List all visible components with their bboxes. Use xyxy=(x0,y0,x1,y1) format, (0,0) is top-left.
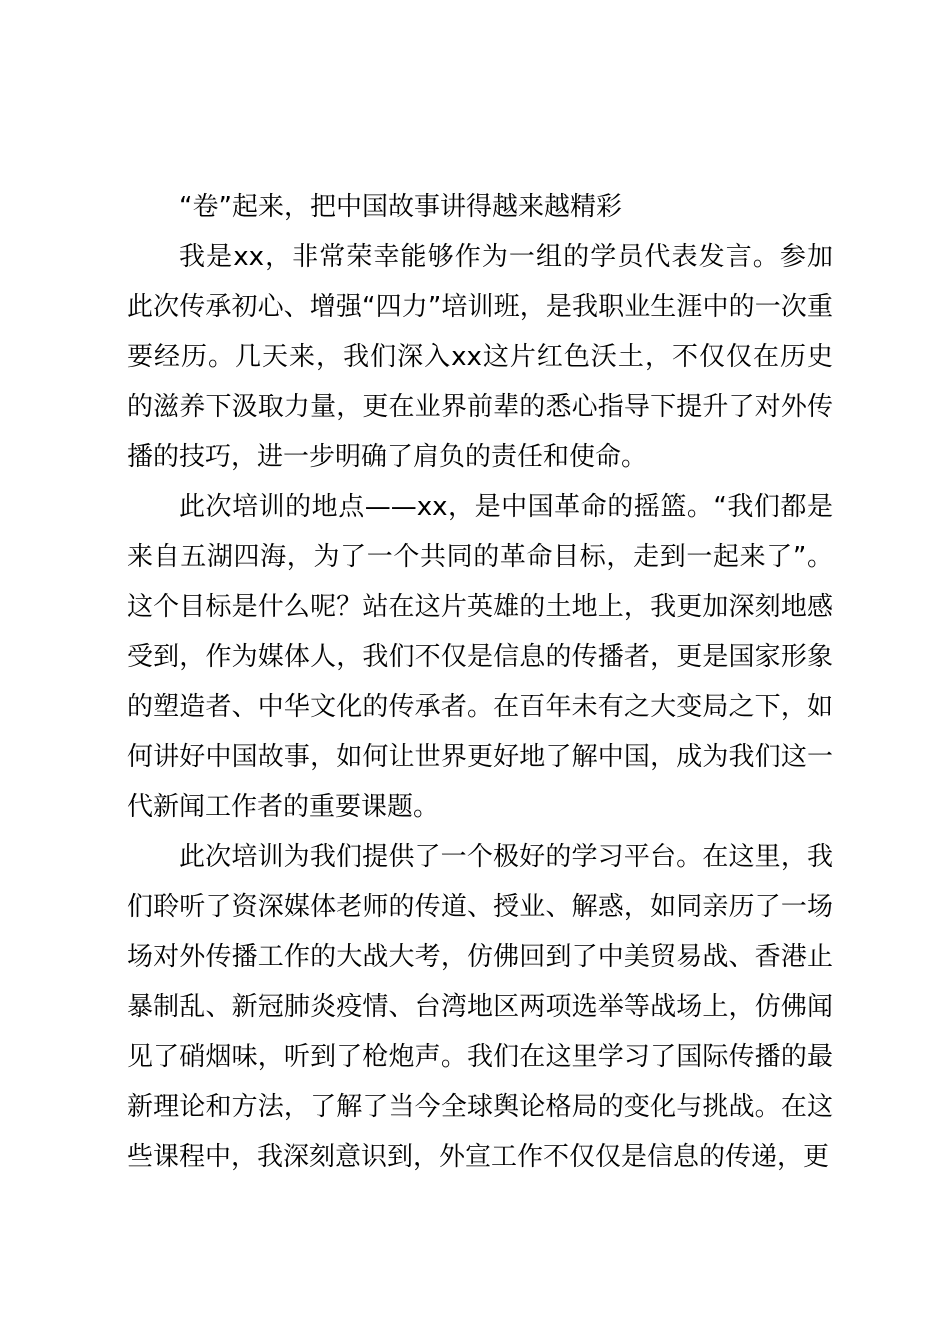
paragraph-3: 此次培训为我们提供了一个极好的学习平台。在这里，我们聆听了资深媒体老师的传道、授业、解惑，如同亲历了一场场对外传播工作的大战大考，仿佛回到了中美贸易战、香港止暴制乱、新冠肺炎疫情、台湾地区两项选举等战场上，仿佛闻见了硝烟味，听到了枪炮声。我们在这里学习了国际传播的最新理论和方法，了解了当今全球舆论格局的变化与挑战。在这些课程中，我深刻意识到，外宣工作不仅仅是信息的传递，更 xyxy=(127,842,833,1172)
document-title: “卷”起来，把中国故事讲得越来越精彩 xyxy=(179,192,622,222)
paragraph-2: 此次培训的地点——xx，是中国革命的摇篮。“我们都是来自五湖四海，为了一个共同的革命目标，走到一起来了”。这个目标是什么呢？站在这片英雄的土地上，我更加深刻地感受到，作为媒体人，我们不仅是信息的传播者，更是国家形象的塑造者、中华文化的传承者。在百年未有之大变局之下，如何讲好中国故事，如何让世界更好地了解中国，成为我们这一代新闻工作者的重要课题。 xyxy=(127,492,833,822)
paragraph-1: 我是xx，非常荣幸能够作为一组的学员代表发言。参加此次传承初心、增强“四力”培训班，是我职业生涯中的一次重要经历。几天来，我们深入xx这片红色沃土，不仅仅在历史的滋养下汲取力量，更在业界前辈的悉心指导下提升了对外传播的技巧，进一步明确了肩负的责任和使命。 xyxy=(127,242,833,472)
document-body xyxy=(127,182,833,1182)
